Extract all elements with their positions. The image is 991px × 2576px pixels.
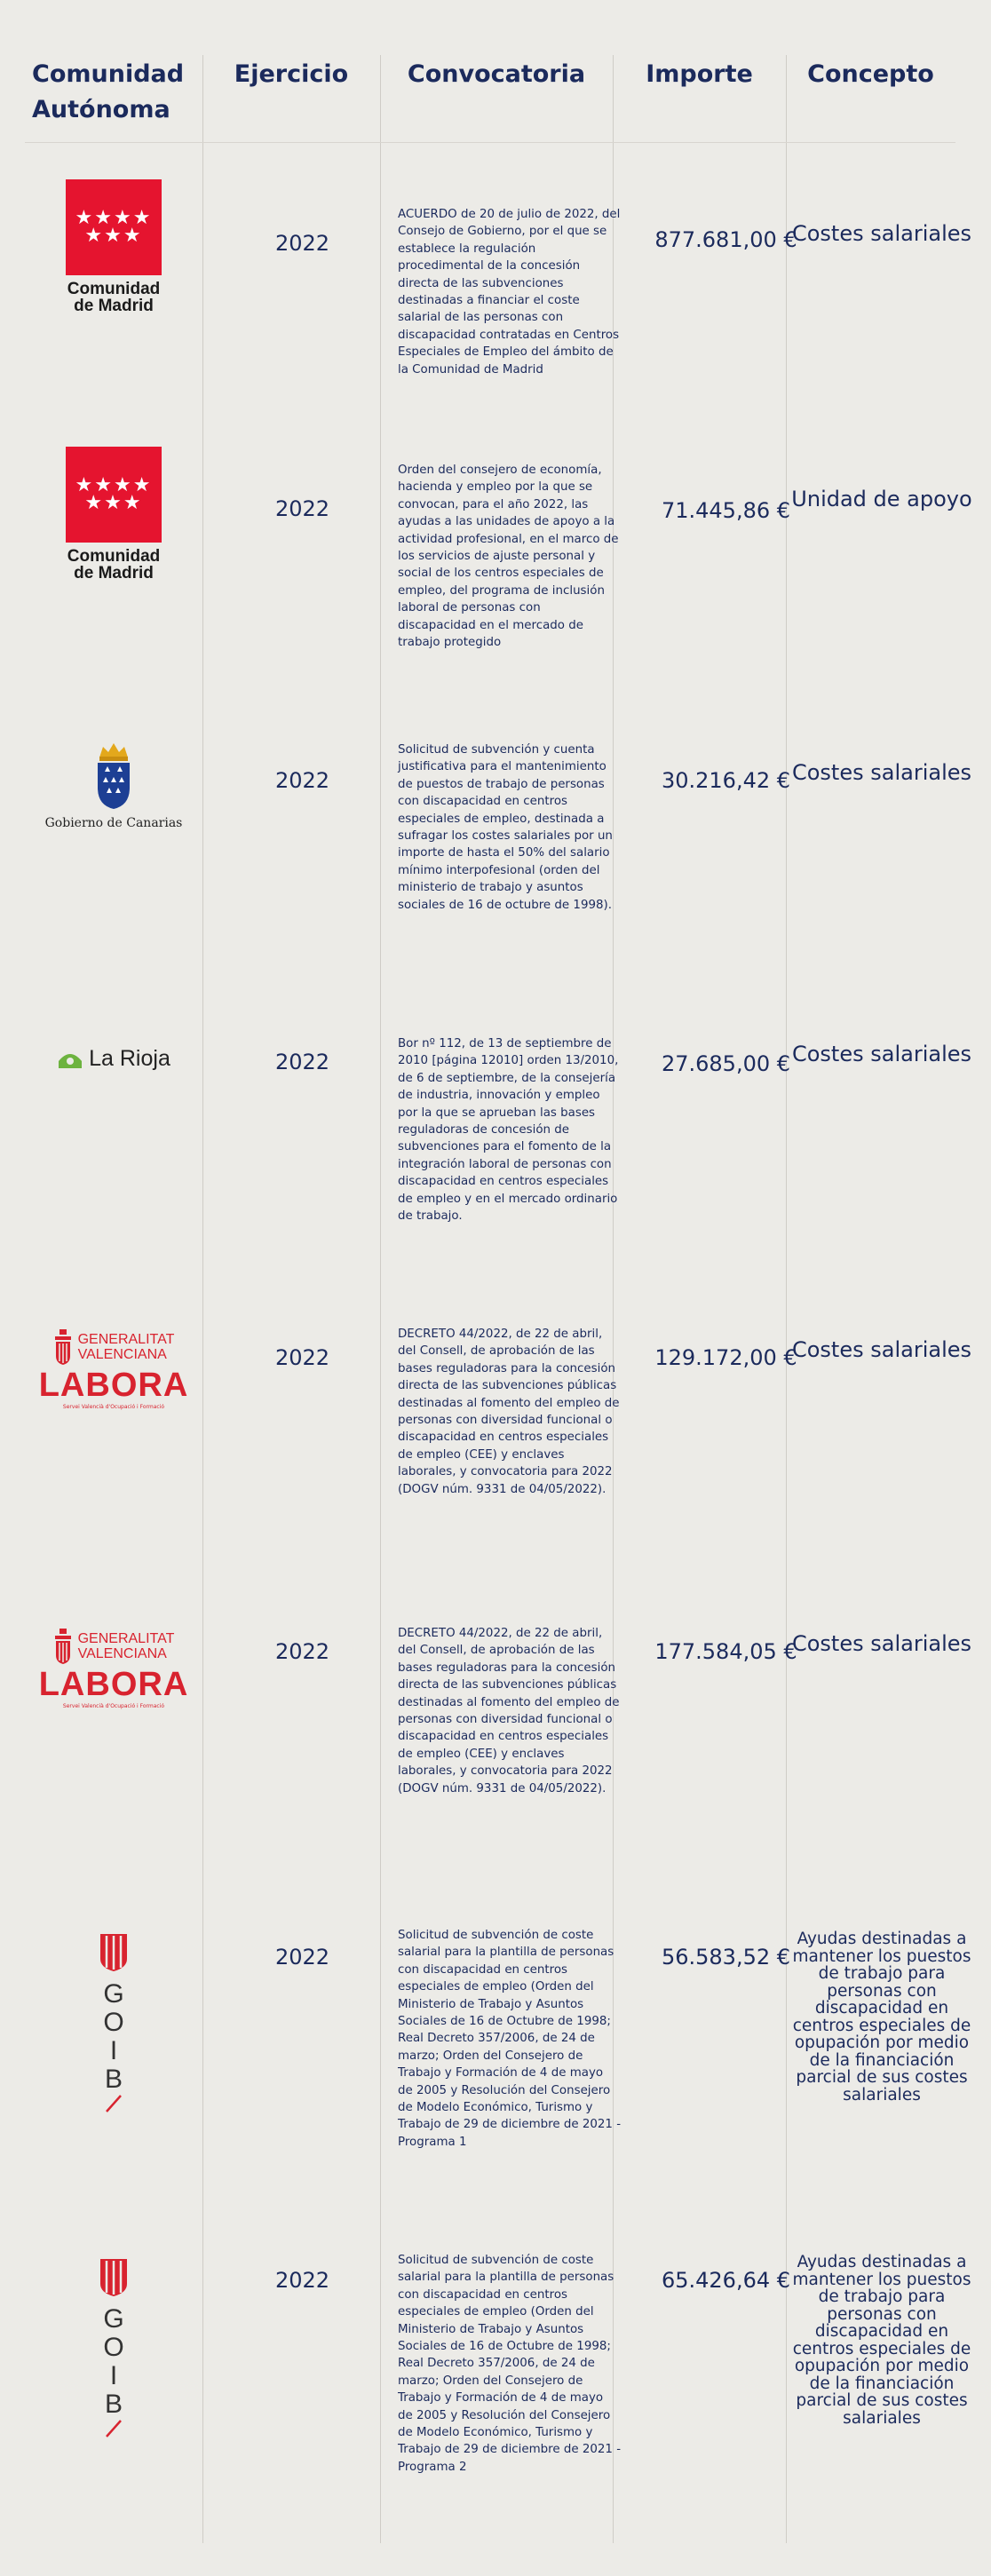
column-divider — [613, 55, 614, 2543]
header-divider — [25, 142, 955, 143]
concepto-cell: Costes salariales — [791, 1631, 972, 1656]
importe-cell: 877.681,00 € — [654, 227, 797, 252]
logo-la-rioja — [25, 1046, 202, 1072]
generalitat-valenciana-icon — [53, 1329, 73, 1365]
goib-logo-text: G O I B — [103, 1979, 124, 2094]
year-cell: 2022 — [274, 1345, 330, 1370]
header-importe: Importe — [646, 60, 753, 88]
la-rioja-logo-text: La Rioja — [89, 1046, 170, 1071]
convocatoria-cell: Solicitud de subvención de coste salarial para la plantilla de personas con discapacidad en centros especiales de empleo (Orden del Ministerio de Trabajo y Asuntos Sociales de 16 de Octubre de 1998; Real Decreto 357/2006, de 24 de marzo; Orden del Consejero de Trabajo y Formación de 4 de mayo de 2005 y Resolución del Consejero de Modelo Económico, Turismo y Trabajo de 29 de diciembre de 2021 - Programa 1 — [398, 1929, 622, 2149]
importe-cell: 65.426,64 € — [661, 2268, 791, 2293]
madrid-stars-icon: ★★★★ ★★★ — [66, 179, 162, 275]
year-cell: 2022 — [274, 1639, 330, 1664]
madrid-logo-text: Comunidad de Madrid — [67, 547, 161, 583]
logo-goib — [25, 2257, 202, 2438]
convocatoria-cell: Orden del consejero de economía, hacienda y empleo por la que se convocan, para el año 2022, las ayudas a las unidades de apoyo a la actividad profesional, en el marco de los servicios de ajuste personal y social de los centros especiales de empleo, del programa de inclusión laboral de personas con discapacidad en el mercado de trabajo protegido — [398, 464, 619, 650]
concepto-cell: Costes salariales — [791, 221, 972, 246]
year-cell: 2022 — [274, 496, 330, 521]
canarias-logo-text: Gobierno de Canarias — [44, 816, 183, 830]
header-concepto: Concepto — [807, 60, 934, 88]
convocatoria-cell: ACUERDO de 20 de julio de 2022, del Consejo de Gobierno, por el que se establece la regulación procedimental de la concesión directa de las subvenciones destinadas a financiar el coste salarial de las personas con discapacidad contratadas en Centros Especiales de Empleo del ámbito de la Comunidad de Madrid — [398, 208, 621, 376]
concepto-cell: Ayudas destinadas a mantener los puestos de trabajo para personas con discapacidad en centros especiales de opupación por medio de la financiación parcial de sus costes salariales — [792, 2253, 971, 2428]
importe-cell: 56.583,52 € — [661, 1945, 791, 1970]
convocatoria-cell: Solicitud de subvención y cuenta justificativa para el mantenimiento de puestos de trabajo de personas con discapacidad en centros especiales de empleo, destinada a sufragar los costes salariales por un importe de hasta el 50% del salario mínimo interpofesional (orden del ministerio de trabajo y asuntos sociales de 16 de octubre de 1998). — [398, 743, 613, 912]
convocatoria-cell: DECRETO 44/2022, de 22 de abril, del Consell, de aprobación de las bases reguladoras para la concesión directa de las subvenciones públicas destinadas al fomento del empleo de personas con diversidad funcional o discapacidad en centros especiales de empleo (CEE) y enclaves laborales, y convocatoria para 2022 (DOGV núm. 9331 de 04/05/2022). — [398, 1328, 620, 1496]
column-divider — [380, 55, 381, 2543]
column-divider — [786, 55, 787, 2543]
importe-cell: 177.584,05 € — [654, 1639, 797, 1664]
labora-subtitle: Servei Valencià d'Ocupació i Formació — [62, 1703, 165, 1709]
concepto-cell: Costes salariales — [791, 1337, 972, 1362]
goib-shield-icon — [99, 2257, 129, 2296]
importe-cell: 30.216,42 € — [661, 768, 791, 793]
concepto-cell: Ayudas destinadas a mantener los puestos de trabajo para personas con discapacidad en centros especiales de opupación por medio de la financiación parcial de sus costes salariales — [792, 1930, 971, 2104]
header-ejercicio: Ejercicio — [234, 60, 349, 88]
logo-comunidad-madrid — [25, 179, 202, 314]
year-cell: 2022 — [274, 1050, 330, 1074]
madrid-stars-icon: ★★★★ ★★★ — [66, 447, 162, 543]
column-divider — [202, 55, 203, 2543]
importe-cell: 27.685,00 € — [661, 1051, 791, 1076]
importe-cell: 129.172,00 € — [654, 1345, 797, 1370]
year-cell: 2022 — [274, 1945, 330, 1970]
convocatoria-cell: DECRETO 44/2022, de 22 de abril, del Consell, de aprobación de las bases reguladoras para la concesión directa de las subvenciones públicas destinadas al fomento del empleo de personas con diversidad funcional o discapacidad en centros especiales de empleo (CEE) y enclaves laborales, y convocatoria para 2022 (DOGV núm. 9331 de 04/05/2022). — [398, 1627, 620, 1795]
importe-cell: 71.445,86 € — [661, 498, 791, 523]
logo-goib — [25, 1932, 202, 2113]
goib-shield-icon — [99, 1932, 129, 1971]
concepto-cell: Unidad de apoyo — [791, 487, 972, 511]
year-cell: 2022 — [274, 768, 330, 793]
madrid-logo-text: Comunidad de Madrid — [67, 280, 161, 315]
logo-comunidad-madrid — [25, 447, 202, 582]
logo-labora — [25, 1629, 202, 1709]
generalitat-valenciana-icon — [53, 1629, 73, 1664]
generalitat-valenciana-text: GENERALITAT VALENCIANA — [77, 1631, 175, 1661]
labora-subtitle: Servei Valencià d'Ocupació i Formació — [62, 1404, 165, 1410]
convocatoria-cell: Bor nº 112, de 13 de septiembre de 2010 [página 12010] orden 13/2010, de 6 de septiembre, de la consejería de industria, innovación y empleo por la que se aprueban las bases reguladoras de concesión de subvenciones para el fomento de la integración laboral de personas con discapacidad en centros especiales de empleo y en el mercado ordinario de trabajo. — [398, 1037, 619, 1224]
canarias-shield-icon — [94, 741, 133, 809]
concepto-cell: Costes salariales — [791, 760, 972, 785]
subsidies-table — [25, 0, 972, 2547]
concepto-cell: Costes salariales — [791, 1042, 972, 1066]
convocatoria-cell: Solicitud de subvención de coste salarial para la plantilla de personas con discapacidad en centros especiales de empleo (Orden del Ministerio de Trabajo y Asuntos Sociales de 16 de Octubre de 1998; Real Decreto 357/2006, de 24 de marzo; Orden del Consejero de Trabajo y Formación de 4 de mayo de 2005 y Resolución del Consejero de Modelo Económico, Turismo y Trabajo de 29 de diciembre de 2021 - Programa 2 — [398, 2254, 622, 2474]
header-comunidad: Comunidad Autónoma — [32, 60, 185, 123]
goib-slash-icon — [105, 2419, 123, 2438]
year-cell: 2022 — [274, 2268, 330, 2293]
year-cell: 2022 — [274, 231, 330, 256]
generalitat-valenciana-text: GENERALITAT VALENCIANA — [77, 1332, 175, 1362]
goib-logo-text: G O I B — [103, 2304, 124, 2419]
goib-slash-icon — [105, 2094, 123, 2113]
logo-gobierno-canarias — [25, 741, 202, 830]
labora-logo-text: LABORA — [38, 1367, 189, 1404]
la-rioja-icon — [57, 1049, 83, 1070]
labora-logo-text: LABORA — [38, 1666, 189, 1703]
header-convocatoria: Convocatoria — [407, 60, 586, 88]
logo-labora — [25, 1329, 202, 1410]
